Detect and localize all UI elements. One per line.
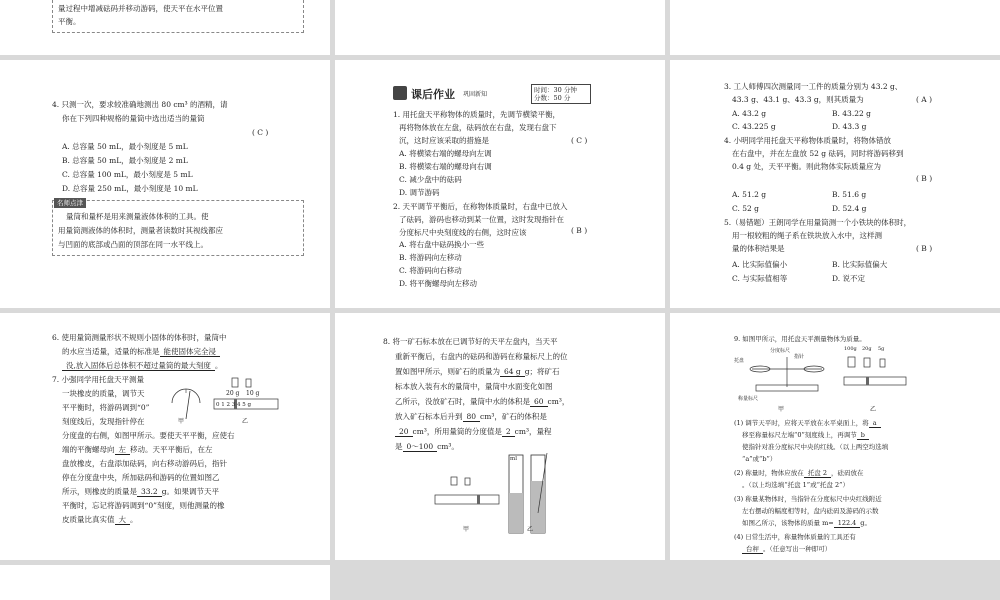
option: A. 总容量 50 mL，最小刻度是 5 mL [62,142,188,151]
question-text: cm³，矿石的体积是 [480,412,547,421]
question-text: 4. 只测一次，要求较准确地测出 80 cm³ 的酒精，请 [52,100,228,109]
question-text: (2) 称量时，物体应放在 [734,469,804,477]
question-text [62,345,220,358]
question-text: 一块橡皮的质量，调节天 [62,389,145,398]
question-text: cm³，量程 [514,427,552,436]
tip-text: 量筒和量杯是用来测量液体体积的工具。使 [66,212,209,221]
section-subheader: 巩固新知 [463,91,488,98]
figure-annotation: 指针 [794,354,805,360]
panel-bottom-left [0,565,330,600]
question-text [742,517,871,530]
panel-question-8 [335,313,665,560]
question-text: 8. 将一矿石标本放在已调节好的天平左盘内，当天平 [383,337,558,346]
dial-figure [168,379,204,423]
text-line: 平衡。 [58,17,81,26]
question-text: 分度盘的右侧，如图甲所示。要使天平平衡，应使右 [62,431,235,440]
option: B. 43.22 g [832,109,871,118]
question-text: 量的体积结果是 [732,244,785,253]
fill-answer: b [857,431,869,440]
question-text: 3. 工人师傅四次测量同一工件的质量分别为 43.2 g、 [724,82,903,91]
question-text: 4. 小明同学用托盘天平称物体质量时，将物体错放 [724,136,892,145]
answer: ( B ) [916,174,933,183]
question-text: 在右盘中，并在左盘放 52 g 砝码，同时将游码移到 [732,149,904,158]
balance-figure [742,351,832,399]
question-text: 左右摆动的幅度相等时，盘内砝码及游码的示数 [742,507,879,515]
question-text: 平衡时，忘记将游码调到“0”刻度，则他测量的橡 [62,501,225,510]
figure-label: 甲 [178,418,185,425]
question-text: 再将物体放在左盘，砝码放在右盘，发现右盘下 [399,123,557,132]
fill-answer: 台秤 [742,545,763,554]
figure-label: 甲 [463,526,470,533]
fill-answer: 64 g [500,367,525,377]
time-box [531,84,591,104]
figure-label: 乙 [527,526,534,533]
book-icon [393,86,407,100]
question-text: 移动。天平平衡后，在左 [130,445,213,454]
option: A. 51.2 g [732,190,767,199]
question-text: 2. 天平调节平衡后，在称物体质量时，右盘中已放入 [393,202,568,211]
time-text: 时间：30 分钟 [534,86,577,94]
option: C. 52 g [732,204,759,213]
question-text [395,410,547,423]
question-text: 。（以上均选填“托盘 1”或“托盘 2”） [742,481,849,489]
question-text: cm³， [547,397,570,406]
weight-label: 100g [844,346,857,352]
question-text: 是 [395,442,403,451]
text-line: 量过程中增减砝码并移动游码，使天平在水平位置 [58,4,223,13]
question-text: 9. 如图甲所示，用托盘天平测量物体为质量。 [734,335,866,343]
option: C. 43.225 g [732,122,776,131]
question-text: 置如图甲所示，则矿石的质量为 [395,367,500,376]
tip-text: 与凹面的底部或凸面的顶部在同一水平线上。 [58,240,208,249]
figure-label: 乙 [242,418,249,425]
figure-label: 乙 [870,406,877,413]
question-text: (4) 日常生活中，称量物体质量的工具还有 [734,533,856,541]
question-text [62,485,219,498]
option: A. 43.2 g [732,109,767,118]
option: B. 比实际值偏大 [832,260,888,269]
figure-label: 甲 [778,406,785,413]
unit-label: ml [510,456,517,462]
question-text: cm³。 [437,442,459,451]
question-text: 你在下列四种规格的量筒中选出适当的量筒 [62,114,205,123]
question-text: 。 [130,515,138,524]
fill-answer: 能使固体完全浸 [160,347,221,357]
option: D. 说不定 [832,274,866,283]
option: D. 52.4 g [832,204,867,213]
weight-label: 10 g [246,390,260,397]
question-text: 6. 使用量筒测量形状不规则小固体的体积时，量筒中 [52,333,227,342]
question-text: 使指针对准分度标尺中央的红线。（以上两空均选填 [742,443,889,451]
question-text: g。 [860,519,871,527]
option: D. 调节游码 [399,188,440,197]
question-text [62,513,138,526]
question-text [395,365,560,378]
question-text: 放入矿石标本后升到 [395,412,463,421]
tick-labels: 0 1 2 3 4 5 g [216,402,252,408]
panel-top-right [670,0,1000,55]
panel-question-4 [0,60,330,308]
question-text [395,395,569,408]
question-text [742,543,831,556]
question-text: 盘放橡皮，右盘添加砝码，向右移动游码后，指针 [62,459,227,468]
fill-answer: 没,放入固体后总体积不超过量筒的最大刻度 [62,361,215,371]
figure-annotation: 称量标尺 [738,396,759,402]
question-text: 标本放入装有水的量筒中，量筒中水面变化如图 [395,382,553,391]
fill-answer: 33.2 [137,487,162,497]
option: D. 总容量 250 mL，最小刻度是 10 mL [62,184,198,193]
answer: ( C ) [252,128,269,137]
question-text: “a”或“b”） [742,455,777,463]
fill-answer: 80 [463,412,481,422]
question-text: 。 [214,361,223,370]
balance-rule-figure [433,473,503,513]
question-text: (3) 称量某物体时，当指针在分度标尺中央红线附近 [734,495,882,503]
question-text: cm³，所用量筒的分度值是 [412,427,502,436]
fill-answer: 20 [395,427,413,437]
section-header: 课后作业 [411,88,455,101]
question-text: 用一根较粗的绳子系在铁块放入水中，这样测 [732,231,882,240]
option: A. 将横梁右端的螺母向左调 [399,149,492,158]
option: C. 总容量 100 mL，最小刻度是 5 mL [62,170,193,179]
question-text: 重新平衡后，右盘内的砝码和游码在称量标尺上的位 [395,352,568,361]
question-text: 的水应当适量，适量的标准是 [62,347,160,356]
question-text: 移至称量标尺左端“0”刻度线上，再调节 [742,431,857,439]
option: C. 与实际值相等 [732,274,788,283]
question-text: 沉，这时应该采取的措施是 [399,136,489,145]
fill-answer: 左 [115,445,131,455]
fill-answer: 122.4 [834,519,861,528]
question-text: g；将矿石 [524,367,560,376]
question-text [62,443,213,456]
option: B. 51.6 g [832,190,867,199]
option: C. 减少盘中的砝码 [399,175,462,184]
figure-annotation: 分度标尺 [770,348,791,354]
question-text: 如图乙所示，该物体的质量 m= [742,519,834,527]
question-text: 0.4 g 处，天平平衡。则此物体实际质量应为 [732,162,881,171]
figure-annotation: 托盘 [734,358,745,364]
question-text: 刻度线后，发现指针停在 [62,417,145,426]
question-text: 7. 小强同学用托盘天平测量 [52,375,145,384]
option: B. 将横梁右端的螺母向右调 [399,162,492,171]
fill-answer: 60 [530,397,548,407]
tip-tag: 名师点津 [54,198,86,208]
question-text: g。如果调节天平 [161,487,220,496]
question-text: 1. 用托盘天平称物体的质量时，先调节横梁平衡， [393,110,561,119]
weight-label: 20g [862,346,872,352]
fill-answer: 托盘 2 [804,469,831,478]
tip-text: 用量筒测液体的体积时，测量者读数时其视线都应 [58,226,223,235]
question-text: ，砝码放在 [830,469,864,477]
option: B. 将游码向左移动 [399,253,462,262]
panel-questions-6-7 [0,313,330,560]
answer: ( C ) [571,136,588,145]
question-text: 。（任意写出一种即可） [763,545,832,553]
question-text: 所示，则橡皮的质量是 [62,487,137,496]
question-text: 停在分度盘中央，所加砝码和游码的位置如图乙 [62,473,220,482]
question-text: 分度标尺中央刻度线的右侧，这时应该 [399,228,527,237]
option: B. 总容量 50 mL，最小刻度是 2 mL [62,156,188,165]
panel-homework [335,60,665,308]
answer: ( A ) [916,95,933,104]
weight-label: 5g [878,346,885,352]
question-text: 5.（易错题）王朗同学在用量筒测一个小铁块的体积时， [724,218,912,227]
question-text [395,440,459,453]
weights-rule-figure [842,353,912,393]
question-text: (1) 调节天平时，应将天平放在水平桌面上，将 [734,419,869,427]
question-text: 乙所示，没放矿石时，量筒中水的体积是 [395,397,530,406]
fill-answer: 0～100 [403,442,438,452]
fill-answer: 2 [502,427,515,437]
question-text: 皮质量比真实值 [62,515,115,524]
answer: ( B ) [571,226,588,235]
option: D. 将平衡螺母向左移动 [399,279,478,288]
answer: ( B ) [916,244,933,253]
panel-questions-3-5 [670,60,1000,308]
option: A. 将右盘中砝码换小一些 [399,240,485,249]
fill-answer: 大 [115,515,131,525]
question-text: 43.3 g、43.1 g、43.3 g，则其质量为 [732,95,864,104]
option: D. 43.3 g [832,122,867,131]
panel-question-9 [670,313,1000,560]
panel-top-mid [335,0,665,55]
question-text: 了砝码，游码也移动到某一位置，这时发现指针在 [399,215,564,224]
question-text: 端的平衡螺母向 [62,445,115,454]
option: C. 将游码向右移动 [399,266,462,275]
question-text [62,359,222,372]
question-text: 平平衡时，将游码调到“0” [62,403,150,412]
weight-label: 20 g [226,390,240,397]
fill-answer: a [869,419,881,428]
option: A. 比实际值偏小 [732,260,788,269]
question-text [395,425,551,438]
score-text: 分数：50 分 [534,94,571,102]
panel-top-left [0,0,330,55]
